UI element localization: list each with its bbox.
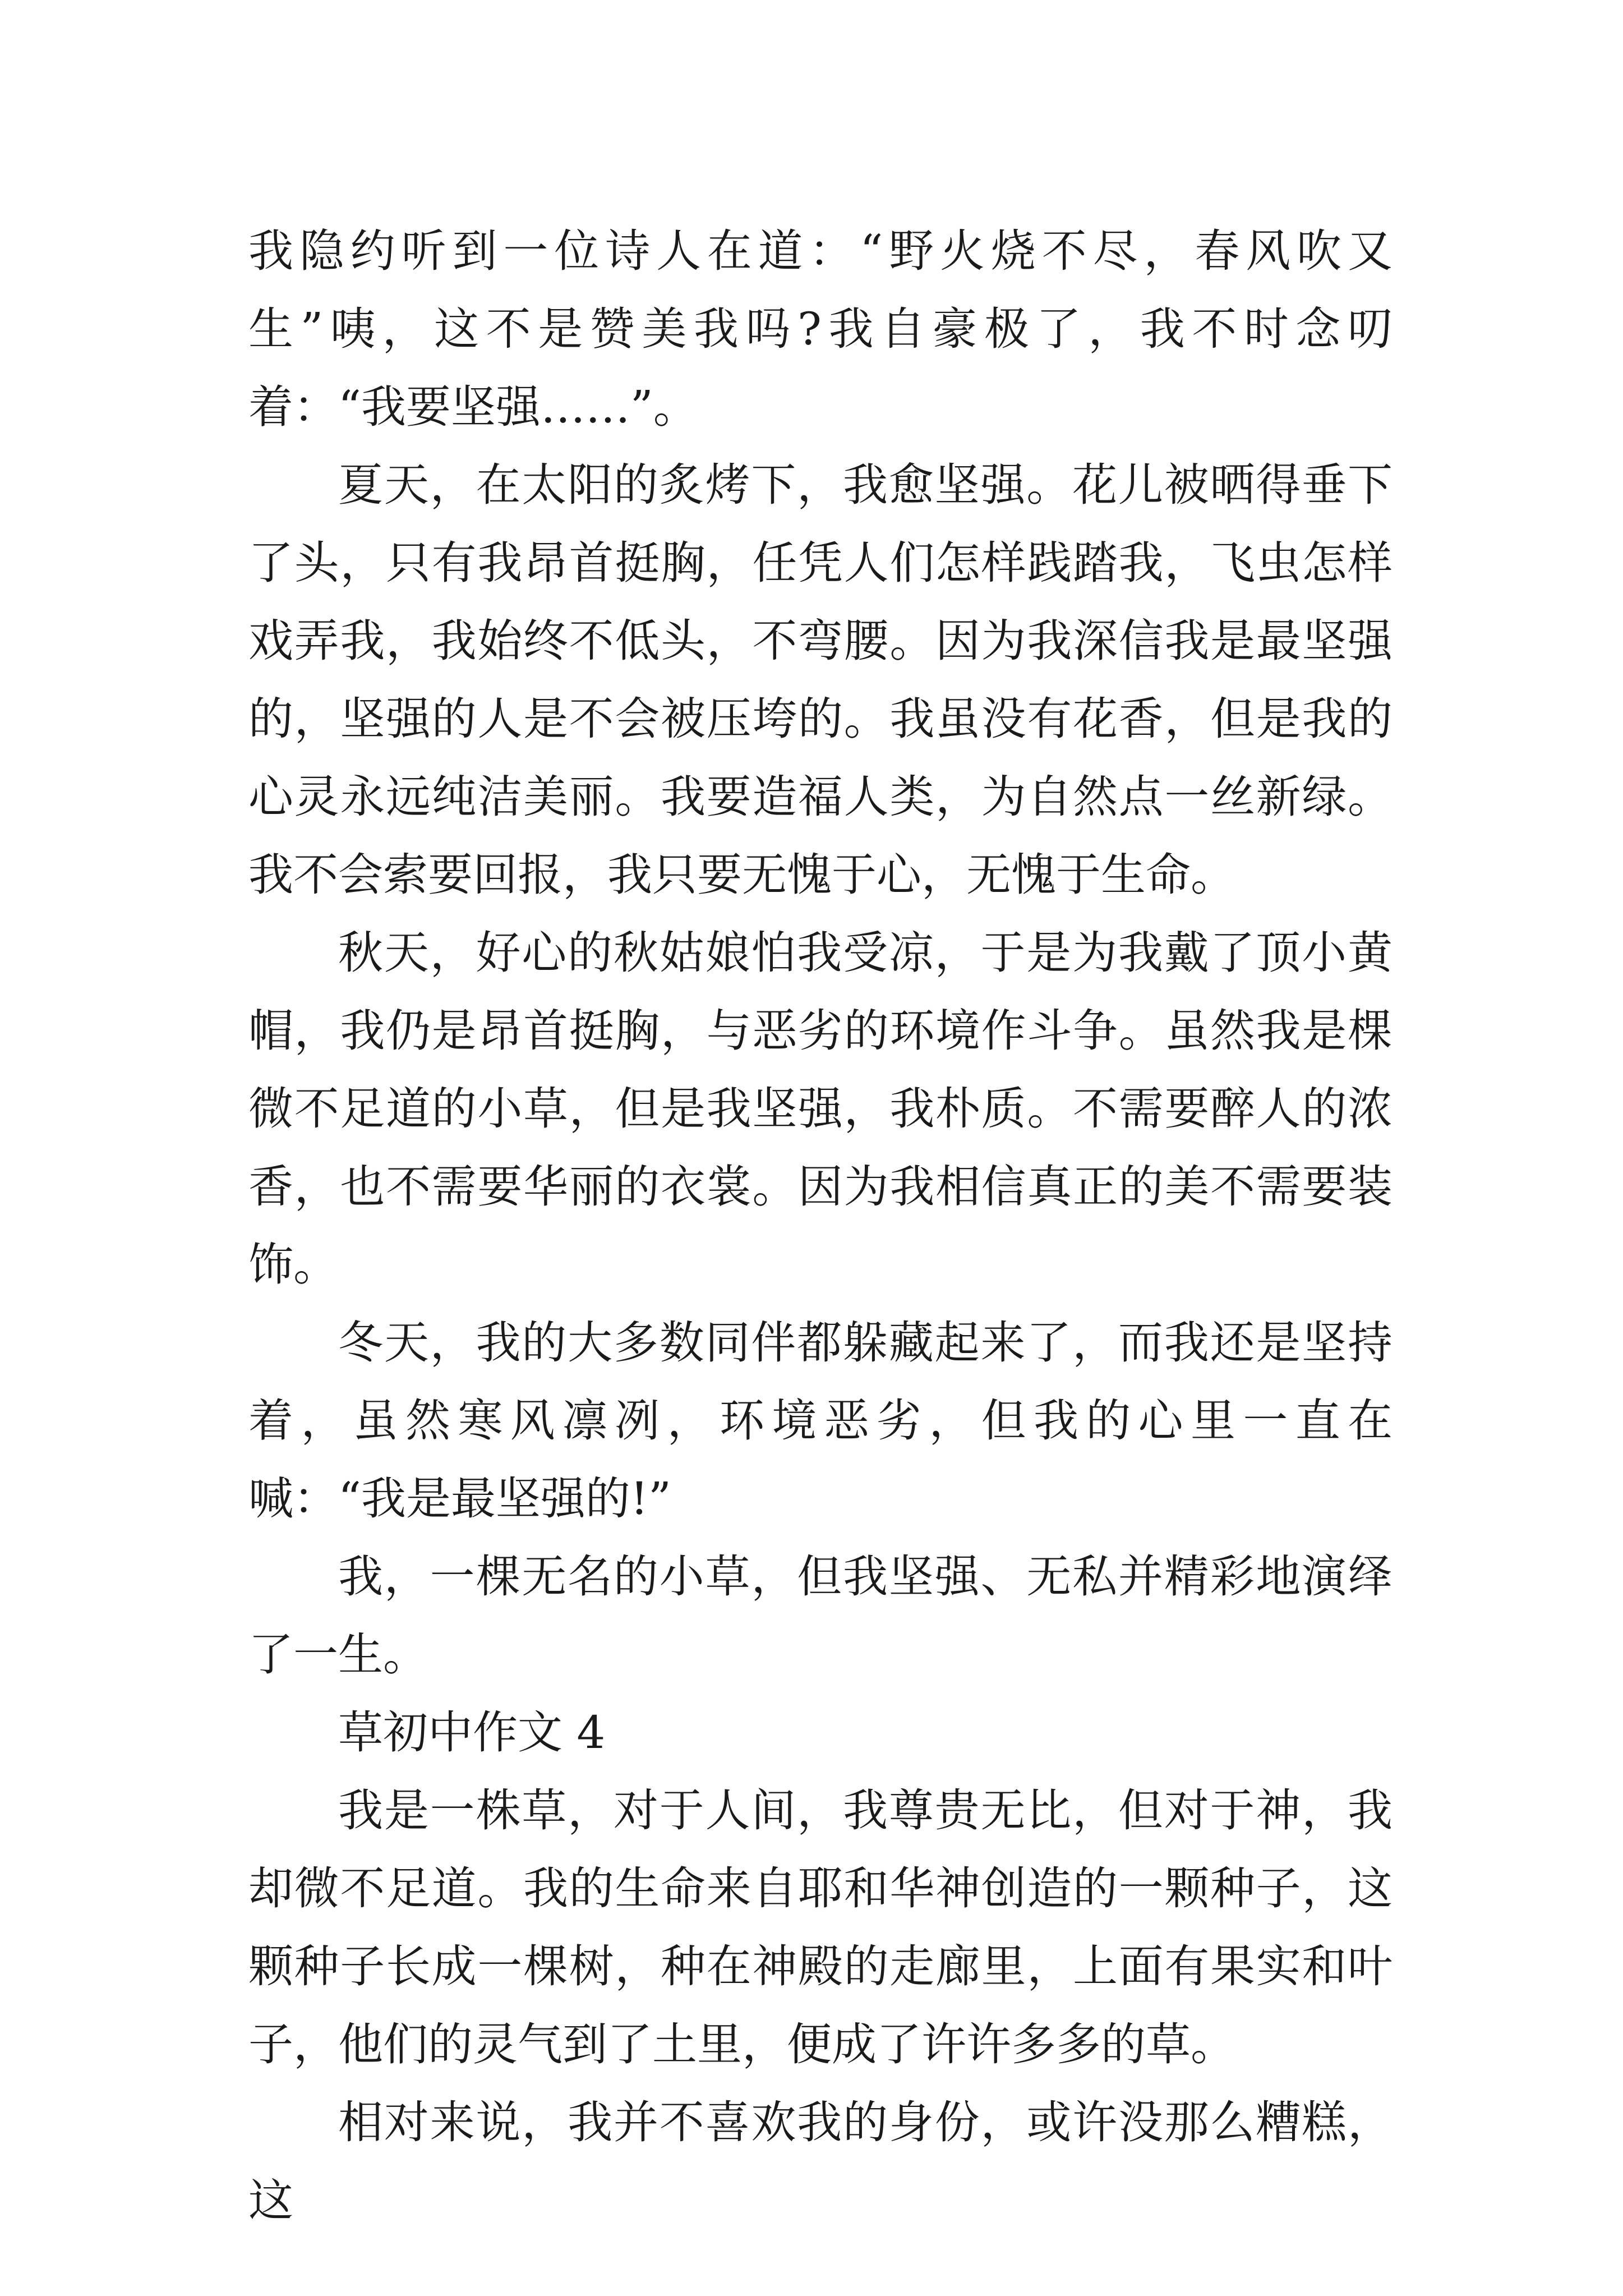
paragraph-winter: 冬天，我的大多数同伴都躲藏起来了，而我还是坚持着，虽然寒风凛冽，环境恶劣，但我的心里一直在喊：“我是最坚强的!” <box>248 1317 1393 1525</box>
paragraph-essay4-intro: 我是一株草，对于人间，我尊贵无比，但对于神，我却微不足道。我的生命来自耶和华神创造的一颗种子，这颗种子长成一棵树，种在神殿的走廊里，上面有果实和叶子，他们的灵气到了土里，便成了许许多多的草。 <box>248 1784 1393 2070</box>
paragraph-summer: 夏天，在太阳的炙烤下，我愈坚强。花儿被晒得垂下了头，只有我昂首挺胸，任凭人们怎样践踏我，飞虫怎样戏弄我，我始终不低头，不弯腰。因为我深信我是最坚强的，坚强的人是不会被压垮的。我虽没有花香，但是我的心灵永远纯洁美丽。我要造福人类，为自然点一丝新绿。我不会索要回报，我只要无愧于心，无愧于生命。 <box>248 459 1393 901</box>
paragraph-autumn: 秋天，好心的秋姑娘怕我受凉，于是为我戴了顶小黄帽，我仍是昂首挺胸，与恶劣的环境作斗争。虽然我是棵微不足道的小草，但是我坚强，我朴质。不需要醉人的浓香，也不需要华丽的衣裳。因为我相信真正的美不需要装饰。 <box>248 927 1393 1291</box>
paragraph-conclusion: 我，一棵无名的小草，但我坚强、无私并精彩地演绎了一生。 <box>248 1550 1393 1681</box>
paragraph-continuation: 我隐约听到一位诗人在道：“野火烧不尽，春风吹又生”咦，这不是赞美我吗?我自豪极了，我不时念叨着：“我要坚强……”。 <box>248 225 1393 433</box>
section-heading: 草初中作文 4 <box>338 1706 606 1759</box>
paragraph-essay4-continued: 相对来说，我并不喜欢我的身份，或许没那么糟糕，这 <box>248 2096 1393 2226</box>
document-body <box>248 212 1393 2239</box>
